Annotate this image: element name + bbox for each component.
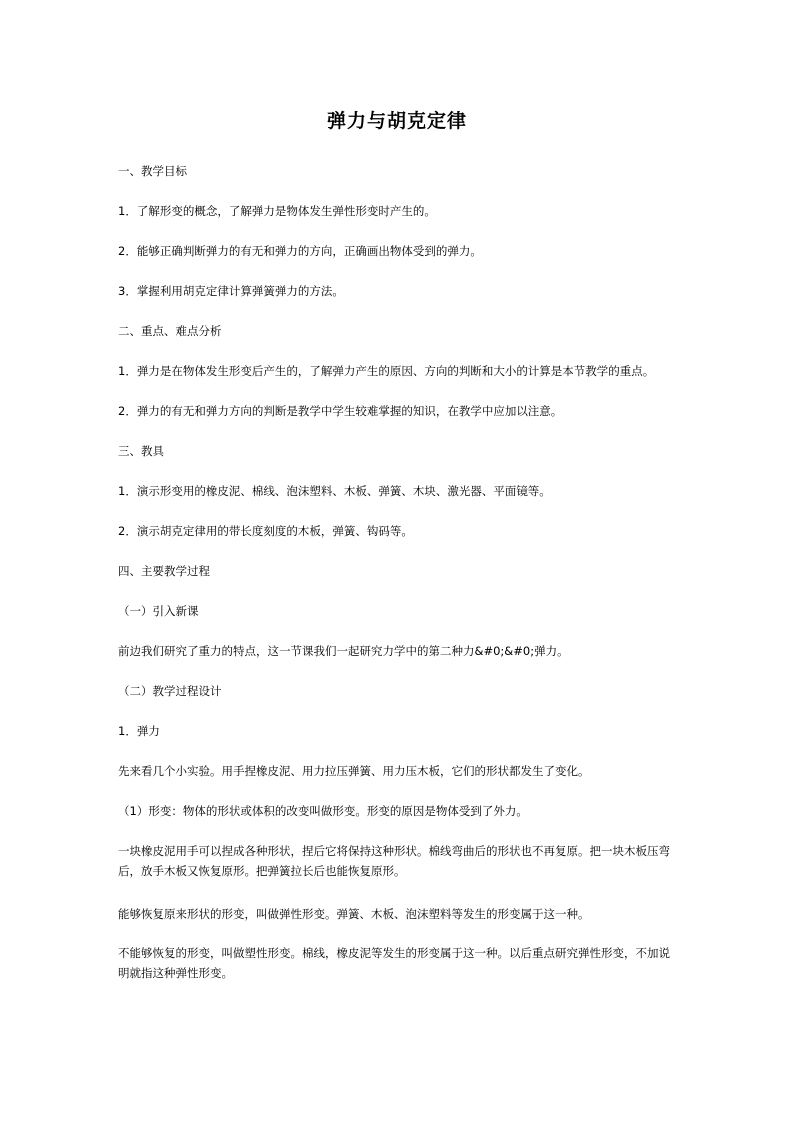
paragraph: 前边我们研究了重力的特点，这一节课我们一起研究力学中的第二种力&#0;&#0;弹力。 bbox=[118, 644, 569, 658]
section-heading: 一、教学目标 bbox=[118, 164, 187, 178]
paragraph: 1．弹力是在物体发生形变后产生的，了解弹力产生的原因、方向的判断和大小的计算是本节教学的重点。 bbox=[118, 364, 655, 378]
paragraph: 2．能够正确判断弹力的有无和弹力的方向，正确画出物体受到的弹力。 bbox=[118, 244, 482, 258]
paragraph: 先来看几个小实验。用手捏橡皮泥、用力拉压弹簧、用力压木板，它们的形状都发生了变化。 bbox=[118, 764, 590, 778]
section-heading: 二、重点、难点分析 bbox=[118, 324, 222, 338]
document-title: 弹力与胡克定律 bbox=[326, 110, 467, 132]
paragraph: （1）形变：物体的形状或体积的改变叫做形变。形变的原因是物体受到了外力。 bbox=[118, 804, 528, 818]
paragraph: 不能够恢复的形变，叫做塑性形变。棉线，橡皮泥等发生的形变属于这一种。以后重点研究弹性形变，不加说明就指这种弹性形变。 bbox=[118, 946, 670, 980]
subsection-heading: （二）教学过程设计 bbox=[118, 684, 222, 698]
paragraph: 3．掌握利用胡克定律计算弹簧弹力的方法。 bbox=[118, 284, 344, 298]
subsection-heading: 1．弹力 bbox=[118, 724, 160, 738]
section-heading: 四、主要教学过程 bbox=[118, 564, 210, 578]
paragraph: 2．演示胡克定律用的带长度刻度的木板，弹簧、钩码等。 bbox=[118, 524, 413, 538]
paragraph: 一块橡皮泥用手可以捏成各种形状，捏后它将保持这种形状。棉线弯曲后的形状也不再复原。把一块木板压弯后，放手木板又恢复原形。把弹簧拉长后也能恢复原形。 bbox=[118, 844, 670, 878]
paragraph: 1．演示形变用的橡皮泥、棉线、泡沫塑料、木板、弹簧、木块、激光器、平面镜等。 bbox=[118, 484, 551, 498]
section-heading: 三、教具 bbox=[118, 444, 164, 458]
subsection-heading: （一）引入新课 bbox=[118, 604, 199, 618]
paragraph: 2．弹力的有无和弹力方向的判断是教学中学生较难掌握的知识，在教学中应加以注意。 bbox=[118, 404, 563, 418]
paragraph: 能够恢复原来形状的形变，叫做弹性形变。弹簧、木板、泡沫塑料等发生的形变属于这一种。 bbox=[118, 907, 590, 921]
paragraph: 1．了解形变的概念，了解弹力是物体发生弹性形变时产生的。 bbox=[118, 204, 436, 218]
